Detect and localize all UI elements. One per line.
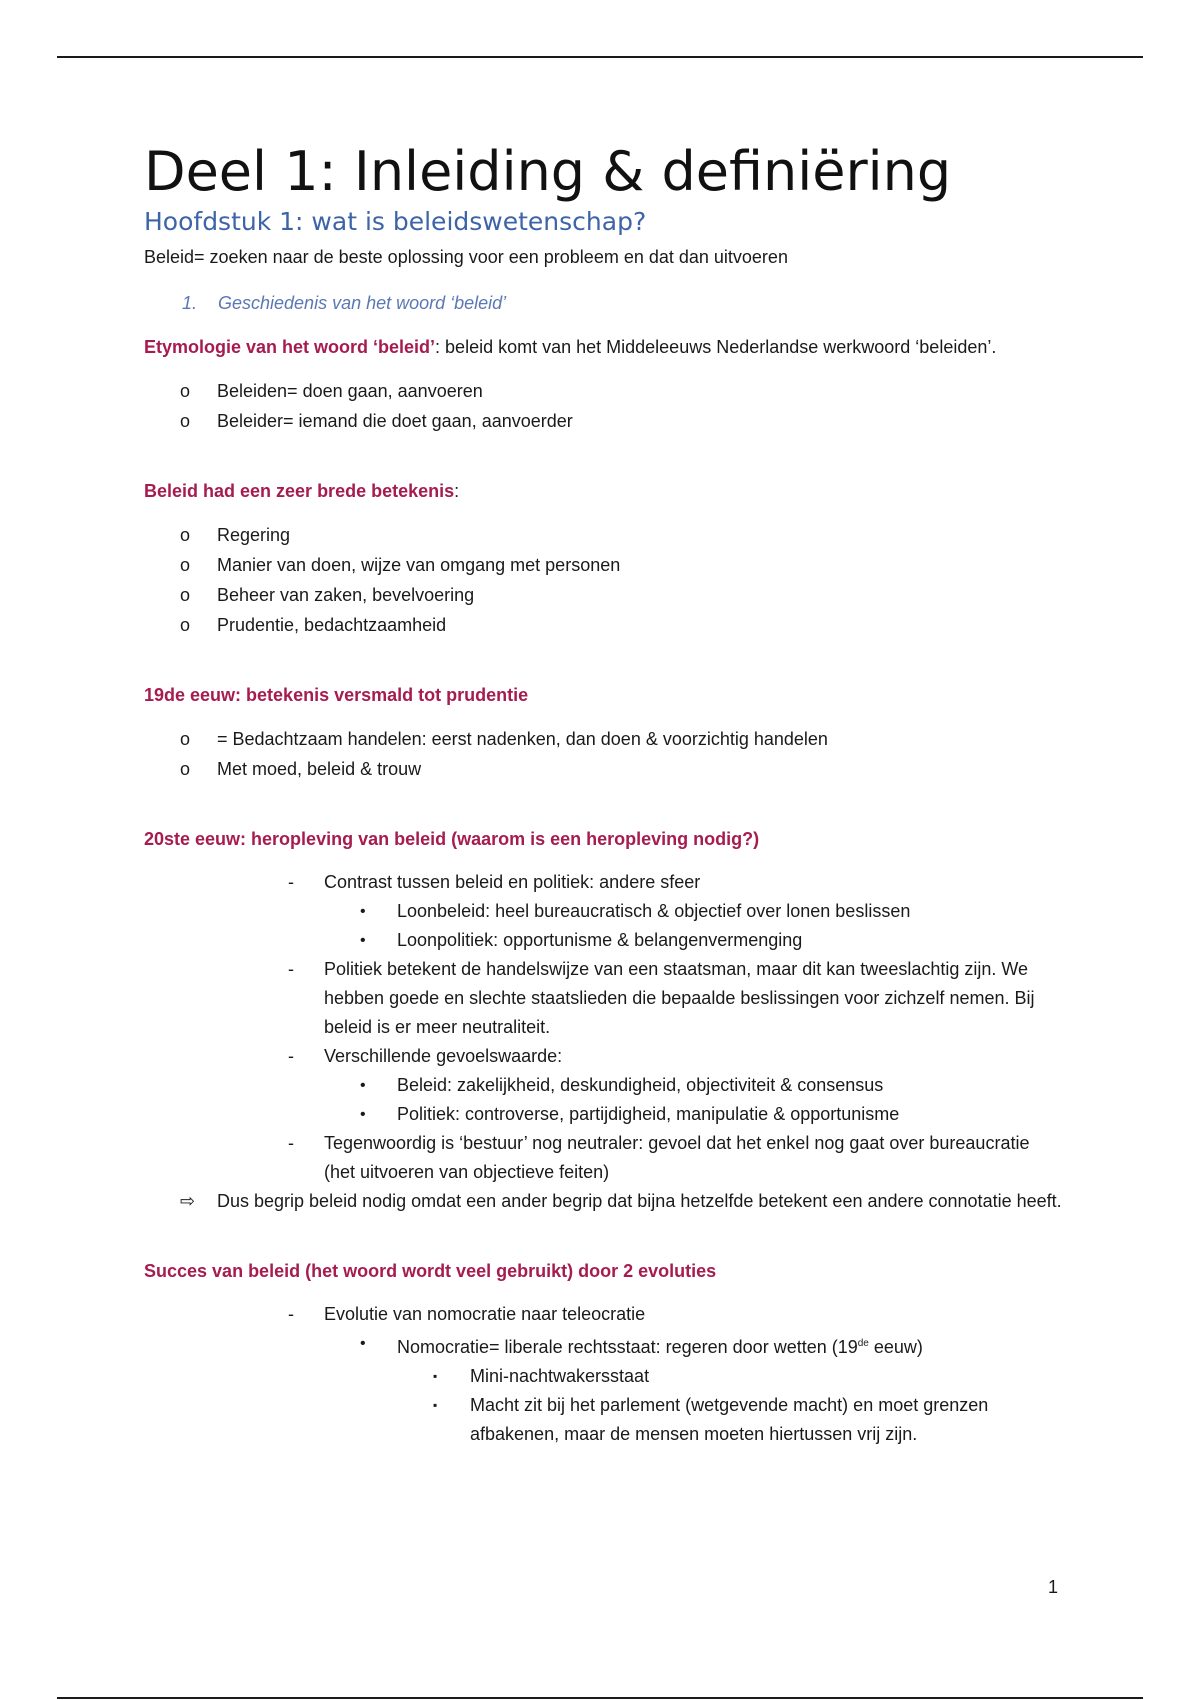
circle-bullet-icon: o bbox=[180, 759, 191, 779]
dash-bullet-icon: - bbox=[288, 1133, 294, 1153]
page-title: Deel 1: Inleiding & definiëring bbox=[144, 140, 952, 203]
circle-bullet-icon: o bbox=[180, 585, 191, 605]
subsection-heading bbox=[182, 288, 1064, 318]
document-page bbox=[144, 140, 1064, 1449]
broad-meaning-list bbox=[144, 520, 1064, 640]
arrow-right-icon: ⇨ bbox=[180, 1191, 196, 1211]
success-sublist bbox=[324, 1329, 1064, 1449]
dot-bullet-icon: • bbox=[360, 932, 366, 949]
subsection-number: 1. bbox=[182, 293, 198, 313]
list-item: o Met moed, beleid & trouw bbox=[144, 754, 1064, 784]
list-item: • Politiek: controverse, partijdigheid, manipulatie & opportunisme bbox=[324, 1100, 1064, 1129]
list-item: • Loonpolitiek: opportunisme & belangenvermenging bbox=[324, 926, 1064, 955]
list-item: • Nomocratie= liberale rechtsstaat: regeren door wetten (19de eeuw) ▪ Mini-nachtwakersstaat ▪ Macht zit bij het parlement (wetgevende macht) en moet grenzen afbakenen, maar de mensen moeten hiertussen vrij zijn. bbox=[324, 1329, 1064, 1449]
dash-bullet-icon: - bbox=[288, 959, 294, 979]
dash-bullet-icon: - bbox=[288, 1304, 294, 1324]
list-item: - Contrast tussen beleid en politiek: andere sfeer • Loonbeleid: heel bureaucratisch & objectief over lonen beslissen • Loonpolitiek: opportunisme & belangenvermenging bbox=[144, 868, 1064, 955]
square-bullet-icon: ▪ bbox=[433, 1398, 438, 1412]
circle-bullet-icon: o bbox=[180, 381, 191, 401]
c19-list bbox=[144, 724, 1064, 784]
list-item: o Manier van doen, wijze van omgang met personen bbox=[144, 550, 1064, 580]
c20-heading: 20ste eeuw: heropleving van beleid (waarom is een heropleving nodig?) bbox=[144, 829, 760, 849]
list-item: o Beleider= iemand die doet gaan, aanvoerder bbox=[144, 406, 1064, 436]
list-item: • Beleid: zakelijkheid, deskundigheid, objectiviteit & consensus bbox=[324, 1071, 1064, 1100]
dot-bullet-icon: • bbox=[360, 1077, 366, 1094]
page-number: 1 bbox=[1048, 1577, 1059, 1597]
footer-rule bbox=[57, 1697, 1143, 1699]
subsection-title: Geschiedenis van het woord ‘beleid’ bbox=[218, 293, 507, 313]
circle-bullet-icon: o bbox=[180, 411, 191, 431]
c20-section bbox=[144, 824, 1064, 1216]
circle-bullet-icon: o bbox=[180, 729, 191, 749]
list-item: - Evolutie van nomocratie naar teleocratie • Nomocratie= liberale rechtsstaat: regeren door wetten (19de eeuw) ▪ Mini-nachtwakersstaat ▪ Macht zit bij het parlement (wetgevende macht) en moet grenzen afbakenen, maar de mensen moeten hiertussen vrij zijn. bbox=[144, 1300, 1064, 1449]
etymology-heading: Etymologie van het woord ‘beleid’ bbox=[144, 337, 436, 357]
square-bullet-icon: ▪ bbox=[433, 1369, 438, 1383]
dash-bullet-icon: - bbox=[288, 872, 294, 892]
etymology-text: : beleid komt van het Middeleeuws Nederlandse werkwoord ‘beleiden’. bbox=[435, 337, 997, 357]
c19-heading: 19de eeuw: betekenis versmald tot prudentie bbox=[144, 685, 529, 705]
list-item: o Regering bbox=[144, 520, 1064, 550]
list-item: - Tegenwoordig is ‘bestuur’ nog neutraler: gevoel dat het enkel nog gaat over bureaucratie (het uitvoeren van objectieve feiten) bbox=[144, 1129, 1064, 1187]
broad-meaning-paragraph: Beleid had een zeer brede betekenis: bbox=[144, 481, 460, 501]
dot-bullet-icon: • bbox=[360, 1335, 366, 1352]
broad-meaning-heading: Beleid had een zeer brede betekenis bbox=[144, 481, 455, 501]
c20-sublist bbox=[324, 1071, 1064, 1129]
broad-meaning-section bbox=[144, 476, 1064, 640]
circle-bullet-icon: o bbox=[180, 555, 191, 575]
list-item: o Beheer van zaken, bevelvoering bbox=[144, 580, 1064, 610]
list-item: o = Bedachtzaam handelen: eerst nadenken, dan doen & voorzichtig handelen bbox=[144, 724, 1064, 754]
success-heading: Succes van beleid (het woord wordt veel gebruikt) door 2 evoluties bbox=[144, 1261, 717, 1281]
success-section bbox=[144, 1256, 1064, 1449]
c20-list bbox=[144, 868, 1064, 1187]
circle-bullet-icon: o bbox=[180, 615, 191, 635]
header-rule bbox=[57, 56, 1143, 58]
conclusion-item: ⇨ Dus begrip beleid nodig omdat een ander begrip dat bijna hetzelfde betekent een andere connotatie heeft. bbox=[144, 1187, 1064, 1216]
dot-bullet-icon: • bbox=[360, 1106, 366, 1123]
list-item: - Verschillende gevoelswaarde: • Beleid: zakelijkheid, deskundigheid, objectiviteit & consensus • Politiek: controverse, partijdigheid, manipulatie & opportunisme bbox=[144, 1042, 1064, 1129]
etymology-list bbox=[144, 376, 1064, 436]
success-list bbox=[144, 1300, 1064, 1449]
intro-text: Beleid= zoeken naar de beste oplossing voor een probleem en dat dan uitvoeren bbox=[144, 247, 788, 267]
list-item: ▪ Macht zit bij het parlement (wetgevende macht) en moet grenzen afbakenen, maar de mensen moeten hiertussen vrij zijn. bbox=[397, 1391, 1064, 1449]
circle-bullet-icon: o bbox=[180, 525, 191, 545]
nomocratie-sublist bbox=[397, 1362, 1064, 1449]
list-item: o Prudentie, bedachtzaamheid bbox=[144, 610, 1064, 640]
dash-bullet-icon: - bbox=[288, 1046, 294, 1066]
list-item: - Politiek betekent de handelswijze van een staatsman, maar dit kan tweeslachtig zijn. We hebben goede en slechte staatslieden die bepaalde beslissingen voor zichzelf nemen. Bij beleid is er meer neutraliteit. bbox=[144, 955, 1064, 1042]
list-item: o Beleiden= doen gaan, aanvoeren bbox=[144, 376, 1064, 406]
dot-bullet-icon: • bbox=[360, 903, 366, 920]
list-item: ▪ Mini-nachtwakersstaat bbox=[397, 1362, 1064, 1391]
chapter-heading: Hoofdstuk 1: wat is beleidswetenschap? bbox=[144, 207, 647, 236]
c19-section bbox=[144, 680, 1064, 784]
c20-sublist bbox=[324, 897, 1064, 955]
list-item: • Loonbeleid: heel bureaucratisch & objectief over lonen beslissen bbox=[324, 897, 1064, 926]
etymology-paragraph bbox=[144, 332, 1064, 362]
etymology-section bbox=[144, 332, 1064, 436]
